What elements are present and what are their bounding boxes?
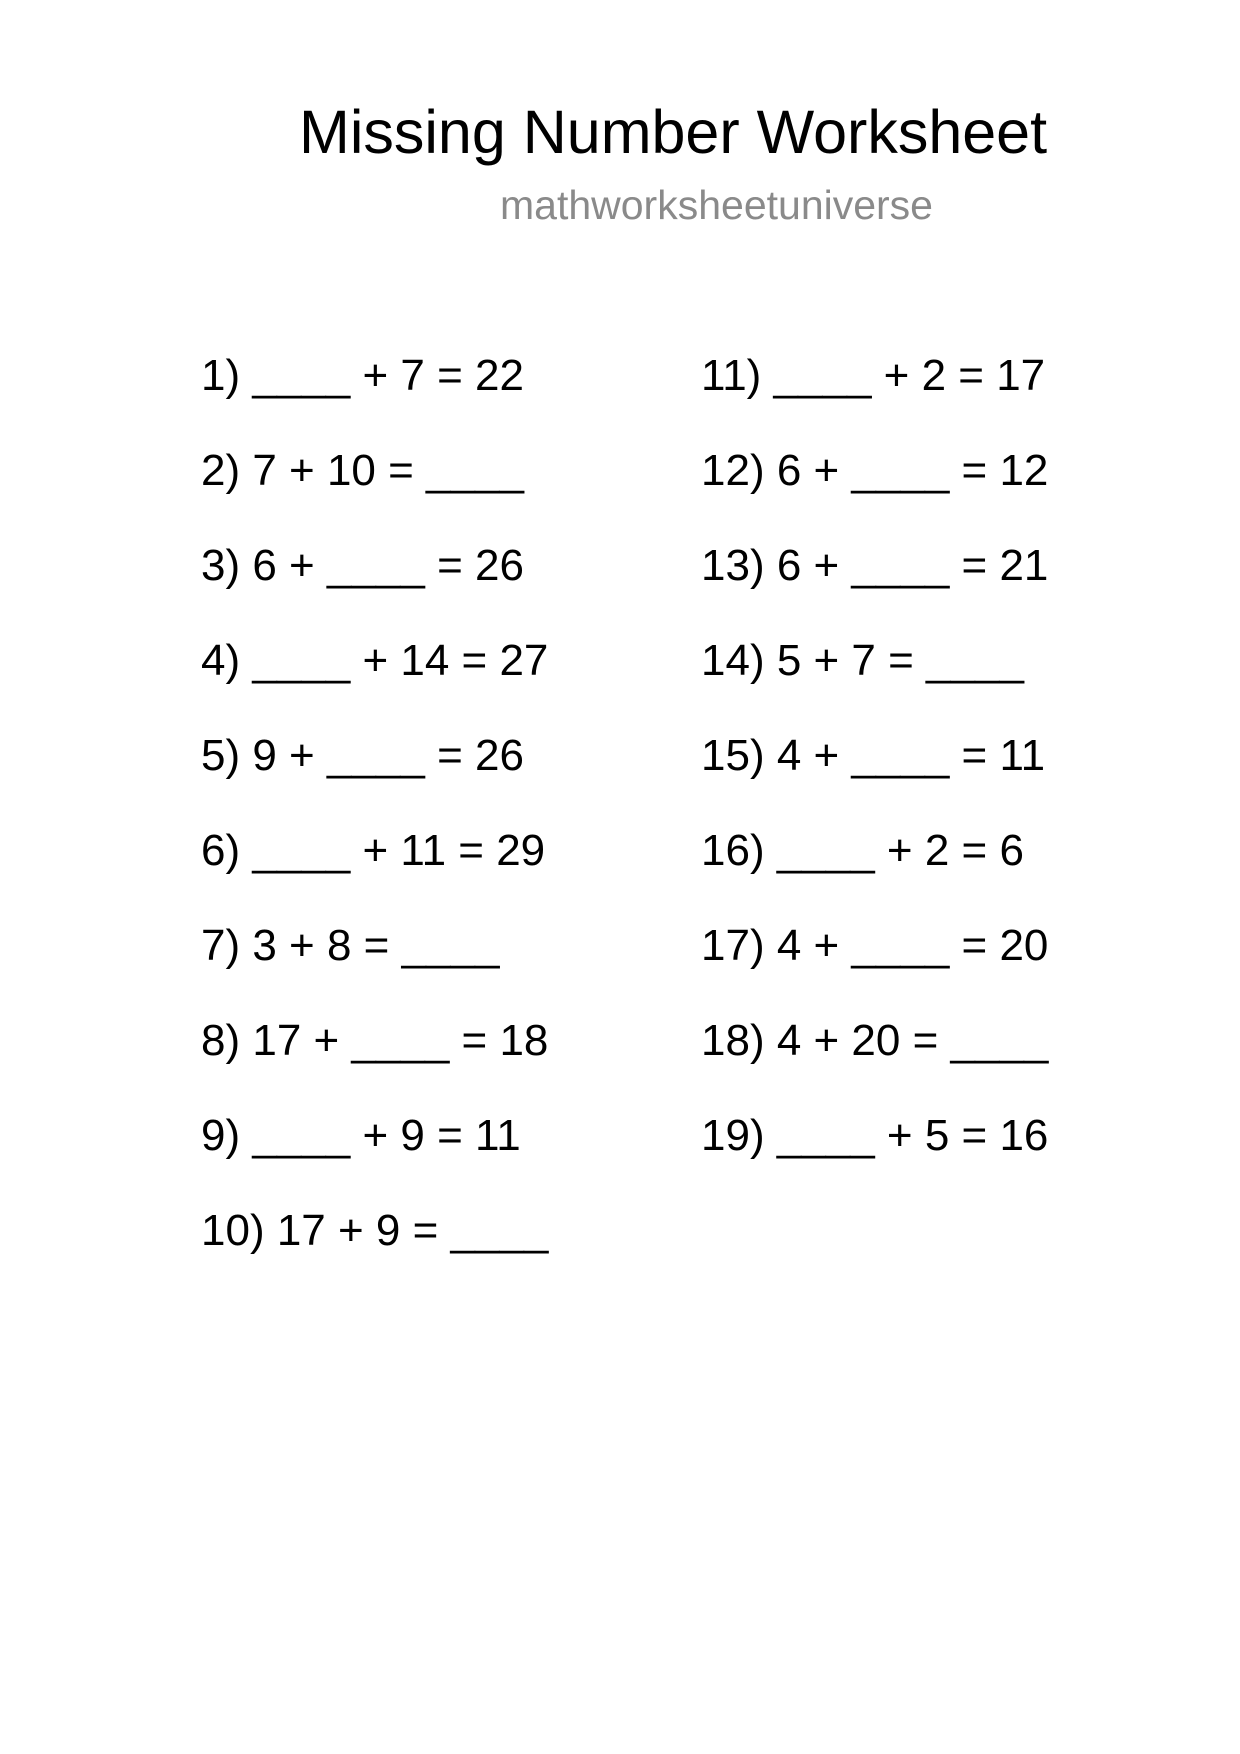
problem-16: 16) ____ + 2 = 6 bbox=[701, 826, 1024, 875]
problem-10: 10) 17 + 9 = ____ bbox=[201, 1206, 549, 1255]
problem-15: 15) 4 + ____ = 11 bbox=[701, 731, 1046, 780]
problem-11: 11) ____ + 2 = 17 bbox=[701, 351, 1046, 400]
problem-14: 14) 5 + 7 = ____ bbox=[701, 636, 1024, 685]
problem-6: 6) ____ + 11 = 29 bbox=[201, 826, 546, 875]
problem-1: 1) ____ + 7 = 22 bbox=[201, 351, 524, 400]
problem-18: 18) 4 + 20 = ____ bbox=[701, 1016, 1049, 1065]
problem-5: 5) 9 + ____ = 26 bbox=[201, 731, 524, 780]
problem-17: 17) 4 + ____ = 20 bbox=[701, 921, 1049, 970]
problem-19: 19) ____ + 5 = 16 bbox=[701, 1111, 1049, 1160]
problem-column-right bbox=[701, 346, 1048, 1201]
problem-7: 7) 3 + 8 = ____ bbox=[201, 921, 500, 970]
problem-2: 2) 7 + 10 = ____ bbox=[201, 446, 524, 495]
problem-13: 13) 6 + ____ = 21 bbox=[701, 541, 1049, 590]
problem-9: 9) ____ + 9 = 11 bbox=[201, 1111, 521, 1160]
problem-column-left bbox=[201, 346, 548, 1296]
problem-3: 3) 6 + ____ = 26 bbox=[201, 541, 524, 590]
problem-4: 4) ____ + 14 = 27 bbox=[201, 636, 549, 685]
problem-12: 12) 6 + ____ = 12 bbox=[701, 446, 1049, 495]
worksheet-source: mathworksheetuniverse bbox=[500, 182, 933, 228]
problem-8: 8) 17 + ____ = 18 bbox=[201, 1016, 549, 1065]
worksheet-title: Missing Number Worksheet bbox=[299, 98, 1048, 166]
